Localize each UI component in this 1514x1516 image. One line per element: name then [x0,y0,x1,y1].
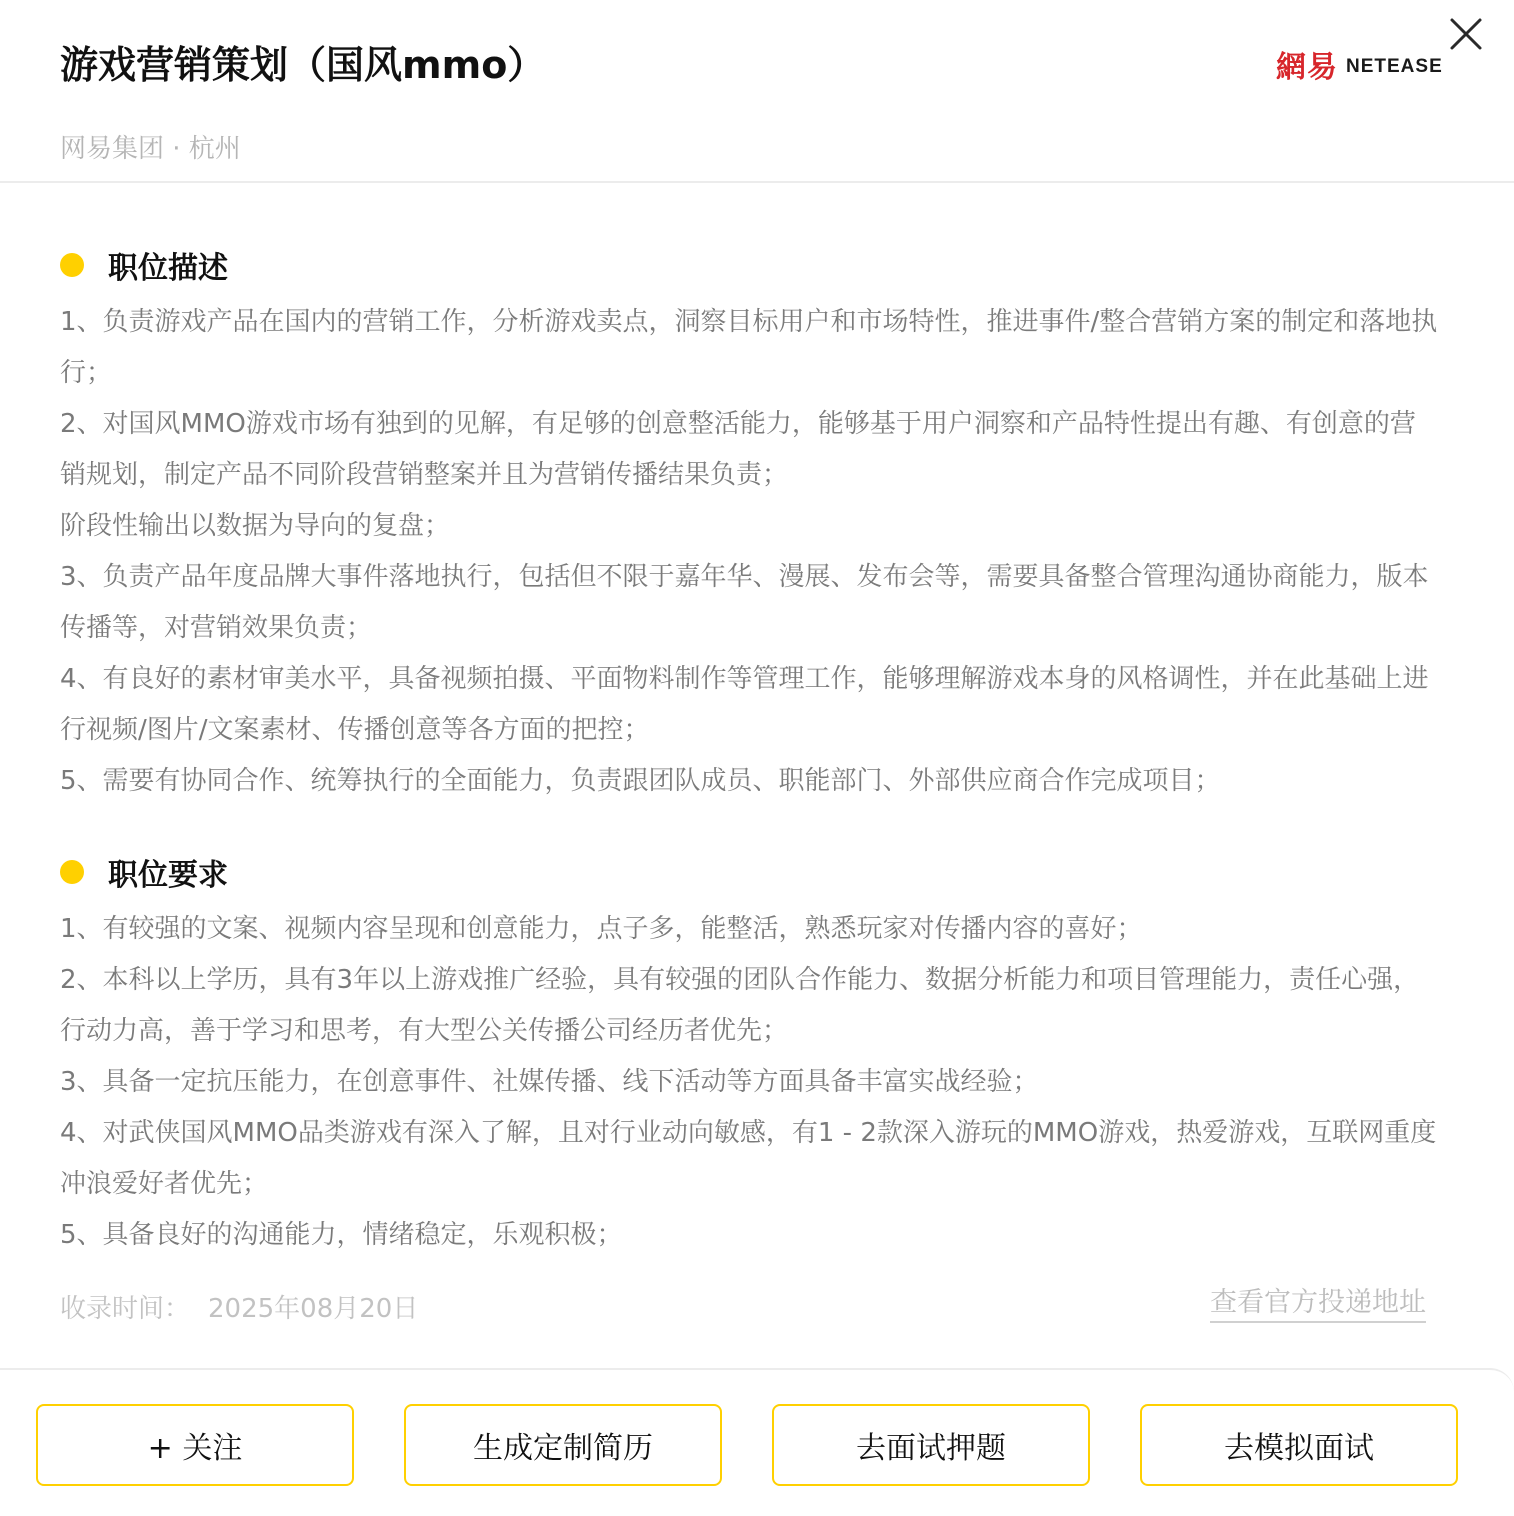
requirements-heading [60,852,228,892]
requirement-item: 3、具备一定抗压能力，在创意事件、社媒传播、线下活动等方面具备丰富实战经验； [60,1067,1039,1097]
bullet-dot-icon [60,860,84,884]
description-item: 阶段性输出以数据为导向的复盘； [60,511,451,541]
interview-questions-button[interactable]: 去面试押题 [772,1404,1090,1486]
description-heading [60,245,228,285]
collected-time [60,1288,418,1325]
company-location: 网易集团 · 杭州 [60,134,241,164]
description-item: 1、负责游戏产品在国内的营销工作，分析游戏卖点，洞察目标用户和市场特性，推进事件/整合营销方案的制定和落地执行； [60,307,1438,388]
logo-cn-text: 網易 [1276,50,1338,85]
description-item: 2、对国风MMO游戏市场有独到的见解，有足够的创意整活能力，能够基于用户洞察和产品特性提出有趣、有创意的营销规划，制定产品不同阶段营销整案并且为营销传播结果负责； [60,409,1416,490]
requirement-item: 5、具备良好的沟通能力，情绪稳定，乐观积极； [60,1220,623,1250]
logo-en-text: NETEASE [1346,56,1443,77]
company-logo [1276,44,1443,84]
section-title: 职位描述 [108,251,228,286]
mock-interview-button[interactable]: 去模拟面试 [1140,1404,1458,1486]
follow-button[interactable]: + 关注 [36,1404,354,1486]
requirement-item: 1、有较强的文案、视频内容呈现和创意能力，点子多，能整活，熟悉玩家对传播内容的喜好； [60,914,1143,944]
description-item: 3、负责产品年度品牌大事件落地执行，包括但不限于嘉年华、漫展、发布会等，需要具备整合管理沟通协商能力，版本传播等，对营销效果负责； [60,562,1429,643]
requirement-item: 4、对武侠国风MMO品类游戏有深入了解，且对行业动向敏感，有1 - 2款深入游玩的MMO游戏，热爱游戏，互联网重度冲浪爱好者优先； [60,1118,1437,1199]
description-body [60,297,1440,807]
collected-time-value: 2025年08月20日 [208,1294,419,1324]
requirements-body [60,904,1440,1261]
description-item: 4、有良好的素材审美水平，具备视频拍摄、平面物料制作等管理工作，能够理解游戏本身的风格调性，并在此基础上进行视频/图片/文案素材、传播创意等各方面的把控； [60,664,1429,745]
official-apply-link[interactable]: 查看官方投递地址 [1210,1280,1426,1323]
description-item: 5、需要有协同合作、统筹执行的全面能力，负责跟团队成员、职能部门、外部供应商合作完成项目； [60,766,1221,796]
section-title: 职位要求 [108,858,228,893]
requirement-item: 2、本科以上学历，具有3年以上游戏推广经验，具有较强的团队合作能力、数据分析能力和项目管理能力，责任心强，行动力高，善于学习和思考，有大型公关传播公司经历者优先； [60,965,1420,1046]
close-button[interactable] [1444,12,1488,56]
bullet-dot-icon [60,253,84,277]
collected-time-label: 收录时间： [60,1294,191,1324]
job-title: 游戏营销策划（国风mmo） [60,43,546,87]
close-icon [1444,12,1488,56]
action-bar [0,1368,1514,1516]
generate-resume-button[interactable]: 生成定制简历 [404,1404,722,1486]
job-header [0,0,1514,183]
